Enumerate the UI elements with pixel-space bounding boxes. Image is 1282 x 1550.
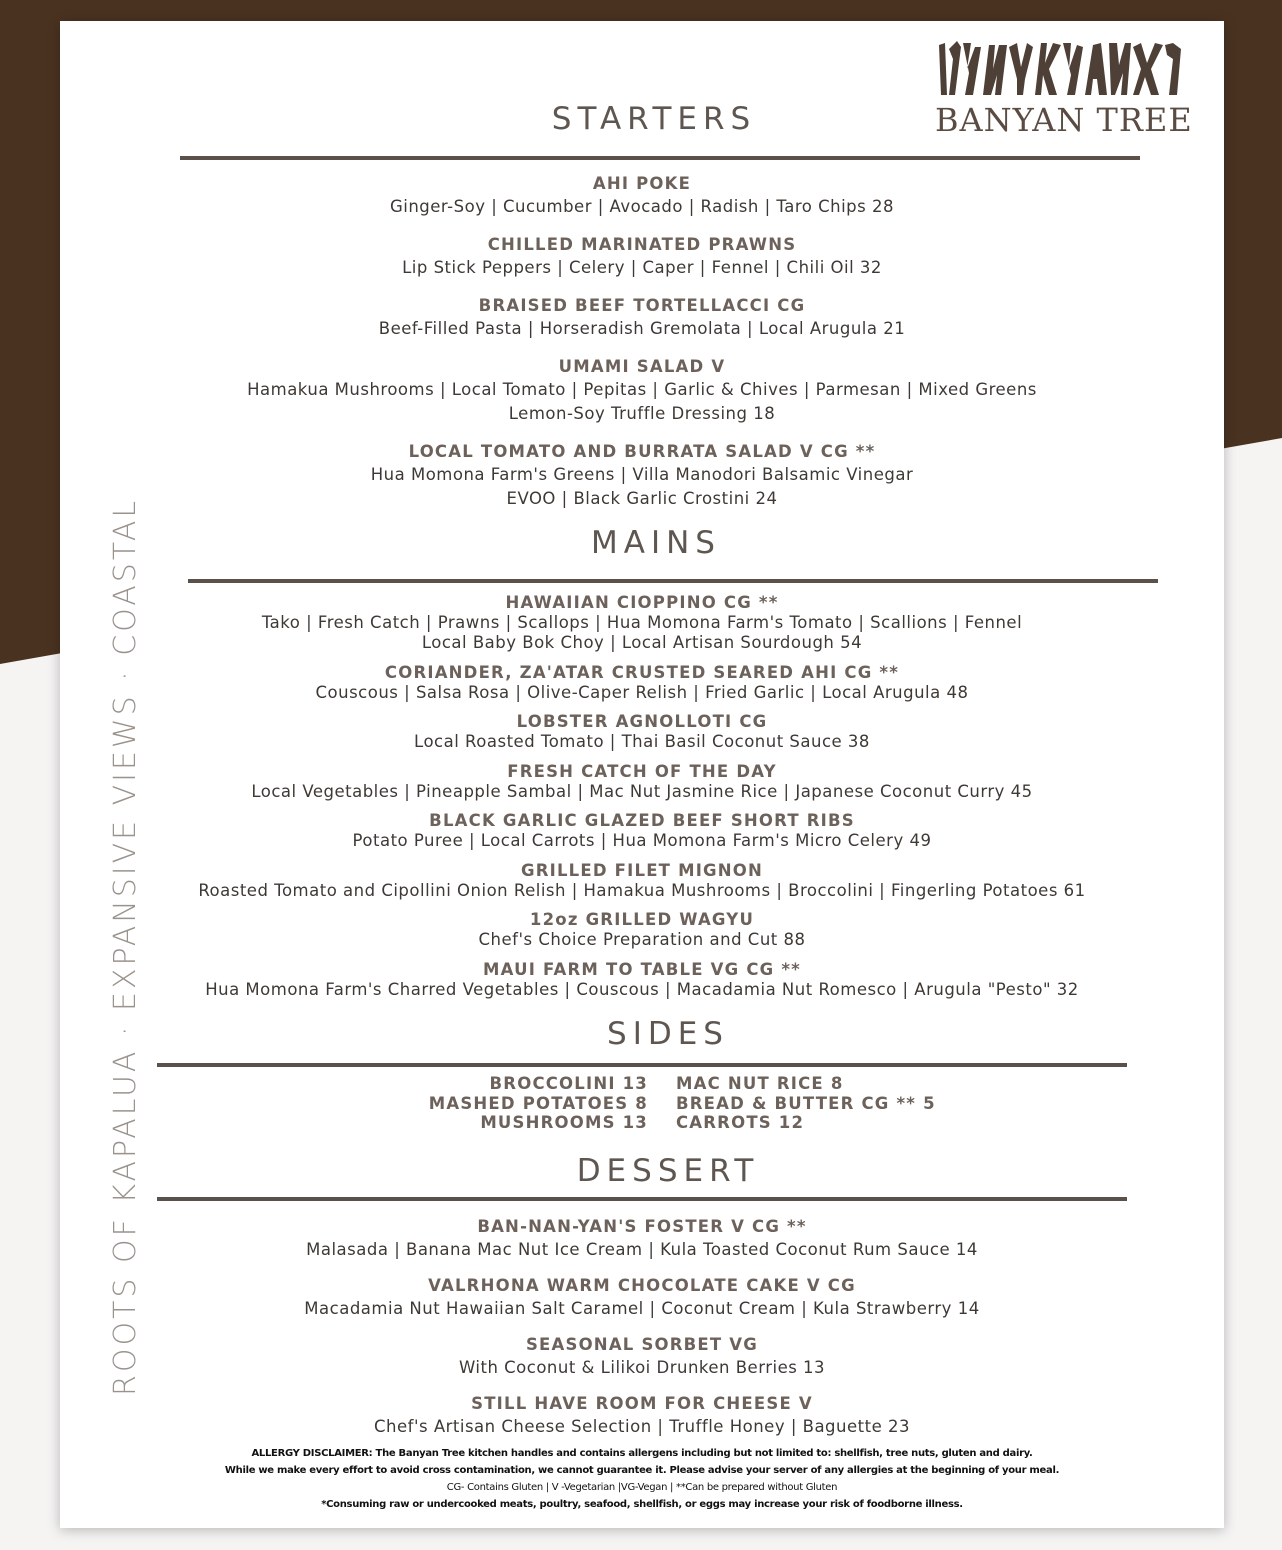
side-item: CARROTS 12 bbox=[676, 1113, 805, 1132]
item-description: Macadamia Nut Hawaiian Salt Caramel | Coconut Cream | Kula Strawberry 14 bbox=[304, 1299, 980, 1318]
item-name: STILL HAVE ROOM FOR CHEESE V bbox=[471, 1394, 813, 1413]
side-item: MASHED POTATOES 8 bbox=[428, 1093, 648, 1113]
menu-item bbox=[60, 173, 1224, 219]
item-name: HAWAIIAN CIOPPINO CG ** bbox=[505, 593, 779, 612]
item-name: 12oz GRILLED WAGYU bbox=[529, 910, 755, 929]
disclaimer-line: CG- Contains Gluten | V -Vegetarian |VG-Vegan | **Can be prepared without Gluten bbox=[446, 1482, 838, 1493]
item-description: Couscous | Salsa Rosa | Olive-Caper Relish | Fried Garlic | Local Arugula 48 bbox=[315, 683, 969, 702]
tagline: ROOTS OF KAPALUA · EXPANSIVE VIEWS · COASTAL bbox=[108, 497, 143, 1396]
menu-item bbox=[60, 663, 1224, 703]
item-name: BAN-NAN-YAN'S FOSTER V CG ** bbox=[477, 1217, 807, 1236]
menu-item bbox=[60, 712, 1224, 752]
item-name: MAUI FARM TO TABLE VG CG ** bbox=[483, 960, 801, 979]
menu-item bbox=[60, 811, 1224, 851]
menu-item bbox=[60, 441, 1224, 511]
brand-name: BANYAN TREE bbox=[935, 101, 1193, 139]
item-description: With Coconut & Lilikoi Drunken Berries 13 bbox=[458, 1358, 826, 1377]
menu-item bbox=[60, 295, 1224, 341]
menu-item bbox=[60, 1393, 1224, 1439]
side-item: MUSHROOMS 13 bbox=[480, 1113, 648, 1132]
item-description: Beef-Filled Pasta | Horseradish Gremolata | Local Arugula 21 bbox=[378, 319, 906, 338]
section-title-dessert: DESSERT bbox=[576, 1153, 760, 1189]
disclaimer-line: While we make every effort to avoid cross contamination, we cannot guarantee it. Please advise your server of any allergies at the beginning of your meal. bbox=[224, 1465, 1060, 1476]
menu-item bbox=[60, 1275, 1224, 1321]
section-title-starters: STARTERS bbox=[551, 101, 757, 137]
banyan-tree-logo bbox=[935, 39, 1193, 159]
item-description: Hamakua Mushrooms | Local Tomato | Pepitas | Garlic & Chives | Parmesan | Mixed Greens bbox=[247, 380, 1037, 399]
side-item: MAC NUT RICE 8 bbox=[676, 1074, 844, 1093]
menu-item bbox=[60, 1216, 1224, 1262]
item-description: Lemon-Soy Truffle Dressing 18 bbox=[508, 404, 776, 423]
item-description: Ginger-Soy | Cucumber | Avocado | Radish | Taro Chips 28 bbox=[389, 197, 894, 216]
menu-item bbox=[60, 1334, 1224, 1380]
sides-column-left bbox=[248, 1074, 648, 1133]
item-name: CORIANDER, ZA'ATAR CRUSTED SEARED AHI CG ** bbox=[384, 663, 900, 682]
item-description: Lip Stick Peppers | Celery | Caper | Fennel | Chili Oil 32 bbox=[402, 258, 882, 277]
section-title-mains: MAINS bbox=[591, 525, 721, 561]
item-description: Roasted Tomato and Cipollini Onion Relish | Hamakua Mushrooms | Broccolini | Fingerling Potatoes 61 bbox=[198, 881, 1086, 900]
divider bbox=[188, 579, 1158, 583]
item-name: LOCAL TOMATO AND BURRATA SALAD V CG ** bbox=[408, 442, 876, 461]
item-name: AHI POKE bbox=[592, 174, 692, 193]
item-name: CHILLED MARINATED PRAWNS bbox=[487, 235, 797, 254]
item-description: Potato Puree | Local Carrots | Hua Momona Farm's Micro Celery 49 bbox=[352, 831, 932, 850]
item-name: BLACK GARLIC GLAZED BEEF SHORT RIBS bbox=[429, 811, 855, 830]
item-description: Local Roasted Tomato | Thai Basil Coconut Sauce 38 bbox=[414, 732, 870, 751]
item-description: Local Vegetables | Pineapple Sambal | Mac Nut Jasmine Rice | Japanese Coconut Curry 45 bbox=[251, 782, 1033, 801]
item-name: SEASONAL SORBET VG bbox=[525, 1335, 759, 1354]
divider bbox=[180, 156, 1140, 160]
disclaimer-line: ALLERGY DISCLAIMER: The Banyan Tree kitchen handles and contains allergens including but not limited to: shellfish, tree nuts, gluten and dairy. bbox=[251, 1448, 1033, 1459]
side-item: BROCCOLINI 13 bbox=[489, 1074, 648, 1093]
item-description: Tako | Fresh Catch | Prawns | Scallops | Hua Momona Farm's Tomato | Scallions | Fennel bbox=[261, 613, 1023, 632]
allergy-disclaimer bbox=[60, 1445, 1224, 1513]
item-name: FRESH CATCH OF THE DAY bbox=[507, 762, 777, 781]
menu-item bbox=[60, 910, 1224, 950]
item-description: Chef's Choice Preparation and Cut 88 bbox=[478, 930, 806, 949]
item-name: UMAMI SALAD V bbox=[558, 357, 726, 376]
item-description: EVOO | Black Garlic Crostini 24 bbox=[506, 489, 778, 508]
item-description: Local Baby Bok Choy | Local Artisan Sourdough 54 bbox=[421, 633, 863, 652]
item-name: VALRHONA WARM CHOCOLATE CAKE V CG bbox=[428, 1276, 856, 1295]
item-name: GRILLED FILET MIGNON bbox=[520, 861, 764, 880]
menu-item bbox=[60, 356, 1224, 426]
side-item: BREAD & BUTTER CG ** 5 bbox=[676, 1093, 936, 1113]
divider bbox=[157, 1063, 1127, 1067]
divider bbox=[157, 1197, 1127, 1201]
tree-roots-icon bbox=[937, 39, 1183, 97]
section-title-sides: SIDES bbox=[607, 1016, 729, 1052]
menu-item bbox=[60, 234, 1224, 280]
item-description: Hua Momona Farm's Charred Vegetables | Couscous | Macadamia Nut Romesco | Arugula "Pesto" 32 bbox=[205, 980, 1079, 999]
item-description: Malasada | Banana Mac Nut Ice Cream | Kula Toasted Coconut Rum Sauce 14 bbox=[306, 1240, 978, 1259]
item-description: Hua Momona Farm's Greens | Villa Manodori Balsamic Vinegar bbox=[370, 465, 914, 484]
menu-item bbox=[60, 960, 1224, 1000]
menu-item bbox=[60, 762, 1224, 802]
item-description: Chef's Artisan Cheese Selection | Truffle Honey | Baguette 23 bbox=[374, 1417, 910, 1436]
item-name: LOBSTER AGNOLLOTI CG bbox=[516, 712, 768, 731]
menu-sheet bbox=[60, 21, 1224, 1528]
sides-column-right bbox=[676, 1074, 1076, 1133]
menu-item bbox=[60, 593, 1224, 653]
menu-item bbox=[60, 861, 1224, 901]
disclaimer-line: *Consuming raw or undercooked meats, poultry, seafood, shellfish, or eggs may increase your risk of foodborne illness. bbox=[321, 1499, 963, 1510]
item-name: BRAISED BEEF TORTELLACCI CG bbox=[478, 296, 806, 315]
